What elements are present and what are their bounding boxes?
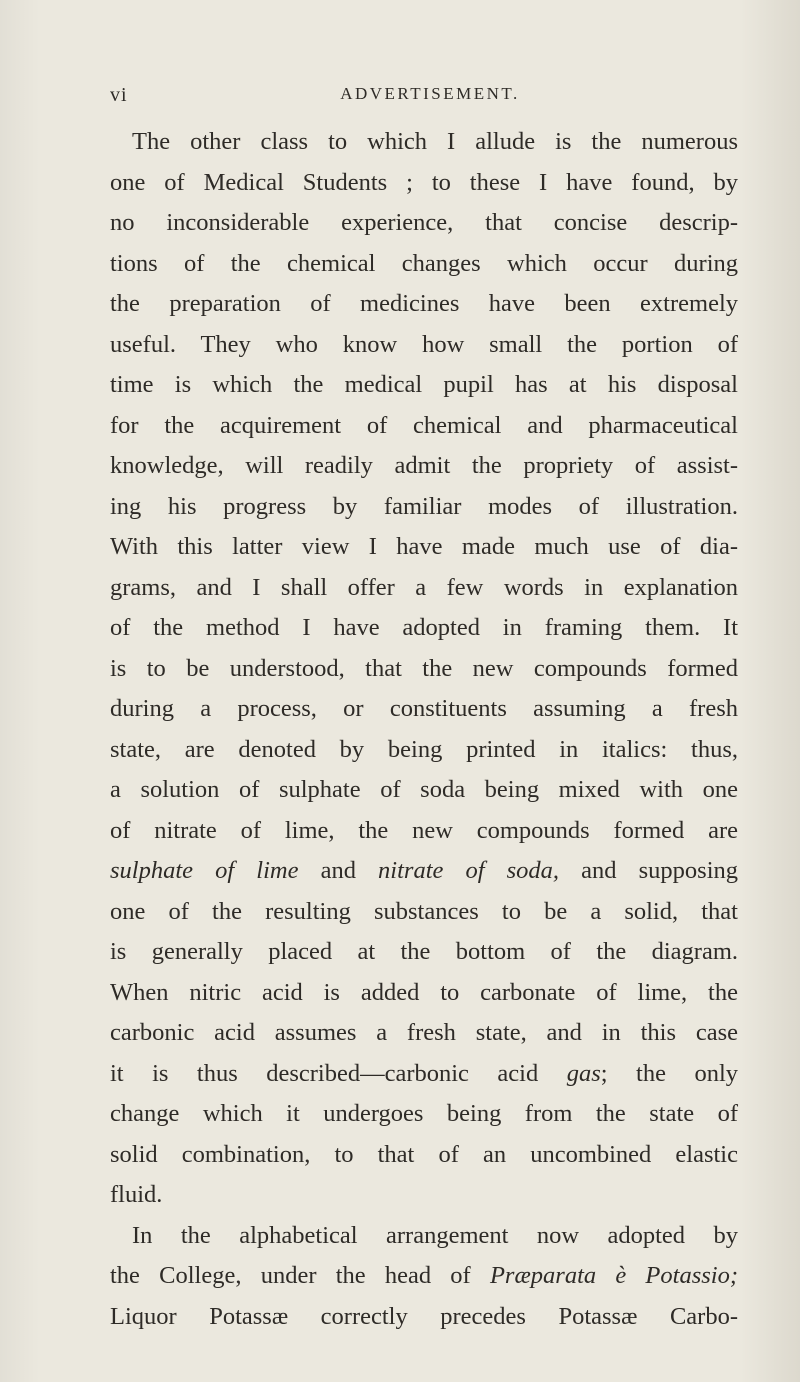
text-line: knowledge, will readily admit the propriety of assist-	[110, 452, 738, 479]
text-line: fluid.	[110, 1181, 163, 1208]
text-line: of the method I have adopted in framing them. It	[110, 614, 738, 641]
text-line: carbonic acid assumes a fresh state, and in this case	[110, 1019, 738, 1046]
text-line: With this latter view I have made much use of dia-	[110, 533, 738, 560]
text-line: In the alphabetical arrangement now adopted by	[132, 1221, 738, 1249]
text-line: during a process, or constituents assuming a fresh	[110, 695, 738, 722]
text-line: The other class to which I allude is the numerous	[132, 128, 738, 155]
text-line-italic: sulphate of lime and nitrate of soda, and supposing	[110, 857, 738, 884]
text-line: time is which the medical pupil has at his disposal	[110, 371, 738, 398]
italic-term: sulphate of lime	[110, 857, 299, 884]
text-line: is generally placed at the bottom of the diagram.	[110, 938, 738, 965]
page-header	[110, 84, 750, 110]
text-line: the preparation of medicines have been extremely	[110, 290, 738, 317]
text-line: ing his progress by familiar modes of illustration.	[110, 492, 738, 520]
text-line: of nitrate of lime, the new compounds formed are	[110, 816, 738, 844]
text-line: one of Medical Students ; to these I have found, by	[110, 168, 738, 196]
text-line-italic: it is thus described—carbonic acid gas; the only	[110, 1059, 738, 1087]
text-line: no inconsiderable experience, that concise descrip-	[110, 209, 738, 236]
italic-term: nitrate of soda,	[378, 857, 560, 884]
text-line: useful. They who know how small the portion of	[110, 330, 738, 358]
text-line: Liquor Potassæ correctly precedes Potassæ Carbo-	[110, 1302, 738, 1330]
page-number: vi	[110, 84, 128, 106]
italic-term: Præparata è Potassio;	[489, 1262, 738, 1289]
body-text	[110, 122, 738, 1337]
text-line: is to be understood, that the new compounds formed	[110, 654, 738, 682]
running-head: ADVERTISEMENT.	[340, 84, 520, 103]
text-line: tions of the chemical changes which occur during	[110, 249, 738, 277]
text-line: solid combination, to that of an uncombined elastic	[110, 1140, 738, 1168]
text-line: a solution of sulphate of soda being mixed with one	[110, 776, 738, 803]
text-line: change which it undergoes being from the state of	[110, 1100, 738, 1127]
italic-term: gas	[566, 1059, 601, 1087]
text-line: one of the resulting substances to be a solid, that	[110, 897, 738, 925]
text-line: When nitric acid is added to carbonate of lime, the	[110, 978, 738, 1006]
text-line: for the acquirement of chemical and pharmaceutical	[110, 411, 738, 439]
text-line: grams, and I shall offer a few words in explanation	[110, 573, 738, 601]
text-line: state, are denoted by being printed in italics: thus,	[110, 735, 738, 763]
text-line-italic: the College, under the head of Præparata è Potassio;	[110, 1262, 738, 1289]
